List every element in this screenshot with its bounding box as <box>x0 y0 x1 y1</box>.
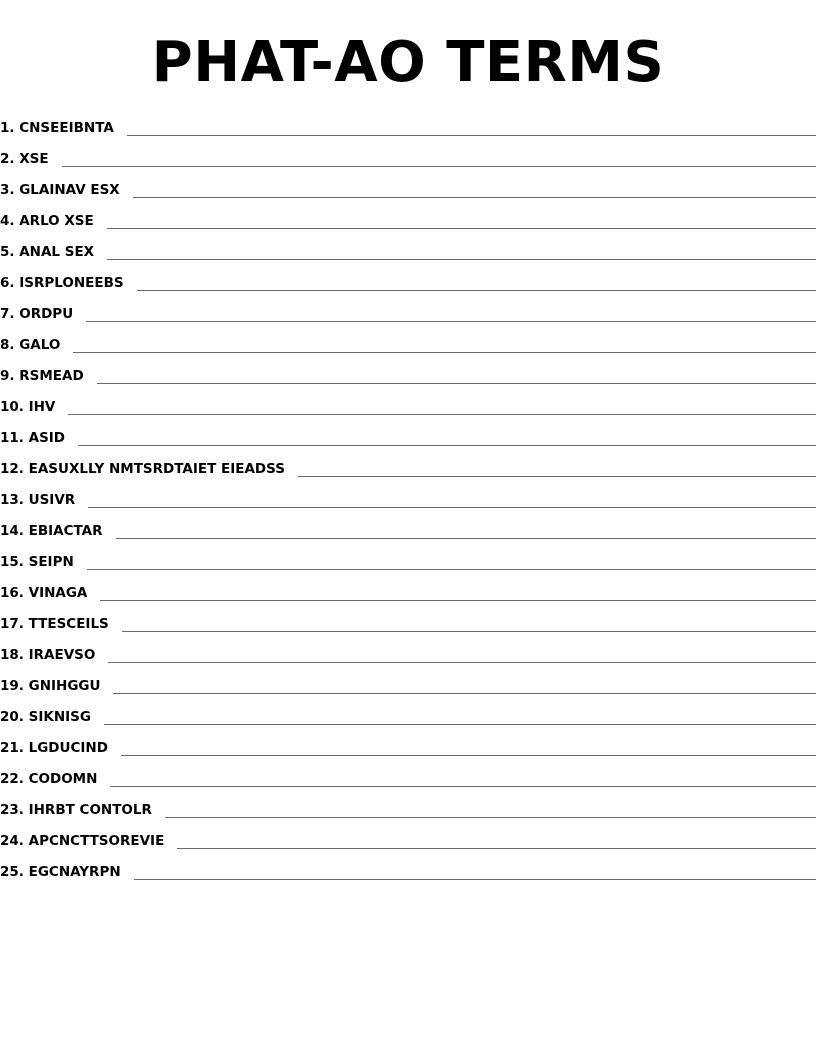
answer-line <box>121 755 816 756</box>
item-label: 6. ISRPLONEEBS <box>0 275 124 291</box>
list-item <box>0 170 816 201</box>
answer-line <box>97 383 816 384</box>
list-item <box>0 635 816 666</box>
answer-line <box>86 321 816 322</box>
list-item <box>0 263 816 294</box>
list-item <box>0 294 816 325</box>
list-item <box>0 573 816 604</box>
item-label: 13. USIVR <box>0 492 76 508</box>
item-label: 5. ANAL SEX <box>0 244 95 260</box>
list-item <box>0 697 816 728</box>
answer-line <box>116 538 816 539</box>
answer-line <box>137 290 816 291</box>
list-item <box>0 356 816 387</box>
item-label: 2. XSE <box>0 151 49 167</box>
answer-line <box>108 662 816 663</box>
list-item <box>0 821 816 852</box>
list-item <box>0 604 816 635</box>
list-item <box>0 325 816 356</box>
answer-line <box>78 445 816 446</box>
answer-line <box>298 476 816 477</box>
list-item <box>0 201 816 232</box>
list-item <box>0 480 816 511</box>
list-item <box>0 108 816 139</box>
answer-line <box>107 259 816 260</box>
answer-line <box>133 197 816 198</box>
item-label: 19. GNIHGGU <box>0 678 101 694</box>
list-item <box>0 542 816 573</box>
item-label: 24. APCNCTTSOREVIE <box>0 833 165 849</box>
item-label: 14. EBIACTAR <box>0 523 103 539</box>
list-item <box>0 418 816 449</box>
answer-line <box>177 848 816 849</box>
answer-line <box>100 600 816 601</box>
answer-line <box>165 817 816 818</box>
item-label: 10. IHV <box>0 399 56 415</box>
item-label: 22. CODOMN <box>0 771 98 787</box>
item-label: 20. SIKNISG <box>0 709 91 725</box>
answer-line <box>113 693 816 694</box>
page-title: PHAT-AO TERMS <box>151 30 665 95</box>
item-label: 18. IRAEVSO <box>0 647 96 663</box>
item-label: 23. IHRBT CONTOLR <box>0 802 152 818</box>
item-label: 16. VINAGA <box>0 585 88 601</box>
answer-line <box>104 724 816 725</box>
answer-line <box>88 507 816 508</box>
item-label: 1. CNSEEIBNTA <box>0 120 114 136</box>
answer-line <box>127 135 816 136</box>
answer-line <box>68 414 816 415</box>
item-label: 25. EGCNAYRPN <box>0 864 121 880</box>
list-item <box>0 232 816 263</box>
answer-line <box>134 879 816 880</box>
item-label: 8. GALO <box>0 337 61 353</box>
list-item <box>0 449 816 480</box>
list-item <box>0 790 816 821</box>
item-label: 21. LGDUCIND <box>0 740 108 756</box>
item-label: 9. RSMEAD <box>0 368 84 384</box>
answer-line <box>110 786 816 787</box>
item-label: 7. ORDPU <box>0 306 74 322</box>
answer-line <box>62 166 816 167</box>
list-item <box>0 666 816 697</box>
list-item <box>0 728 816 759</box>
list-item <box>0 511 816 542</box>
item-label: 15. SEIPN <box>0 554 74 570</box>
item-label: 4. ARLO XSE <box>0 213 94 229</box>
item-label: 17. TTESCEILS <box>0 616 109 632</box>
answer-line <box>73 352 816 353</box>
answer-line <box>122 631 816 632</box>
list-item <box>0 139 816 170</box>
item-label: 3. GLAINAV ESX <box>0 182 120 198</box>
answer-line <box>87 569 816 570</box>
answer-line <box>107 228 816 229</box>
list-item <box>0 387 816 418</box>
scramble-list <box>0 108 816 883</box>
list-item <box>0 852 816 883</box>
item-label: 12. EASUXLLY NMTSRDTAIET EIEADSS <box>0 461 285 477</box>
item-label: 11. ASID <box>0 430 66 446</box>
list-item <box>0 759 816 790</box>
